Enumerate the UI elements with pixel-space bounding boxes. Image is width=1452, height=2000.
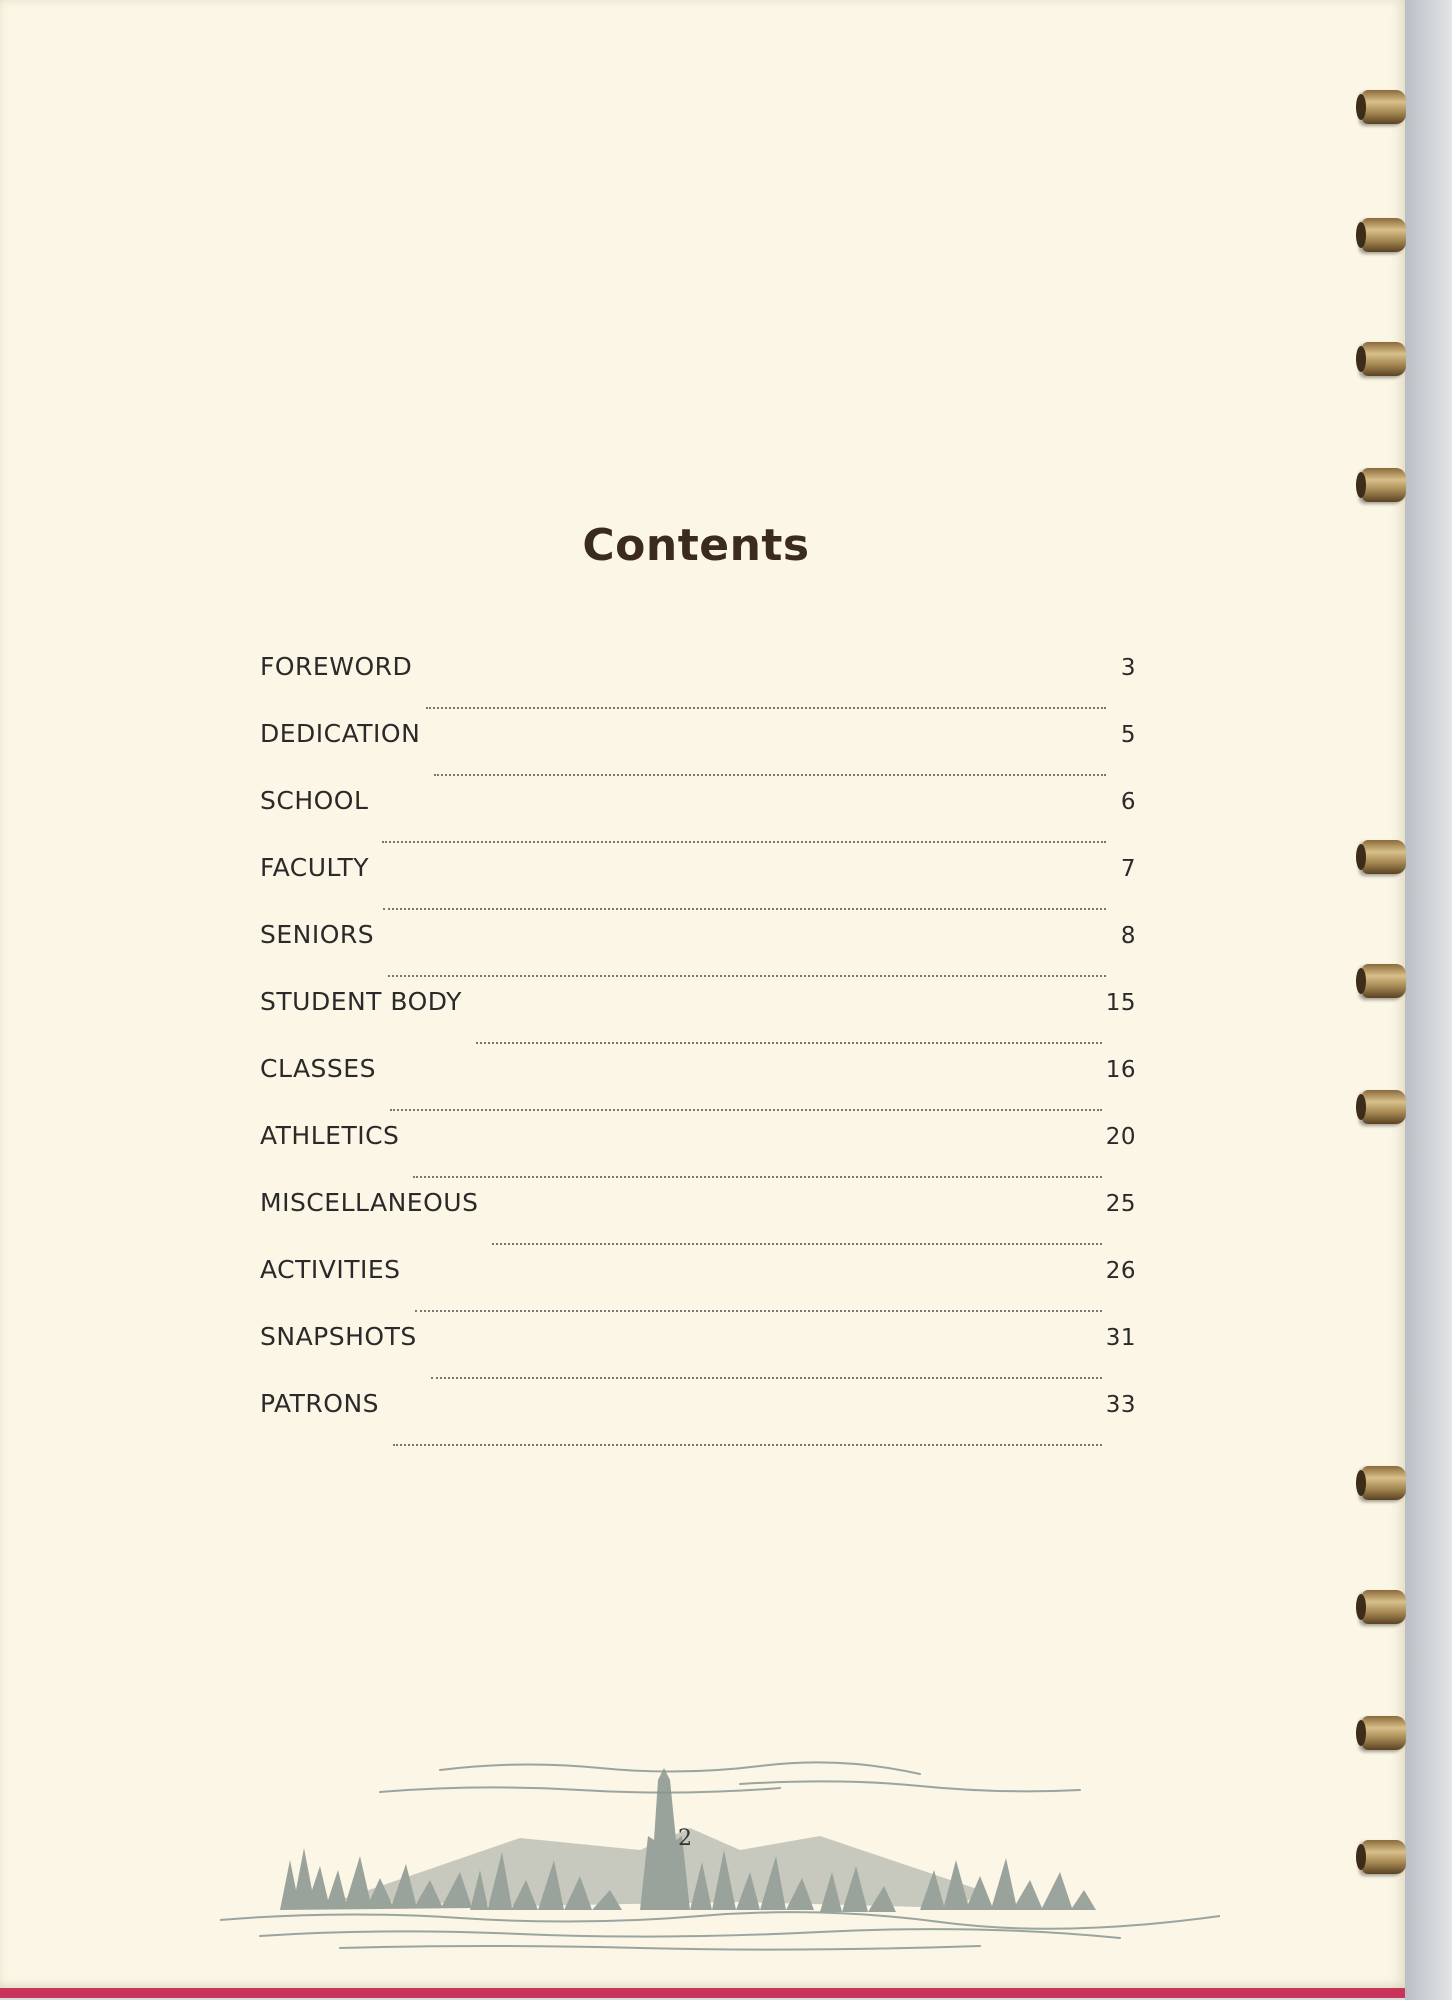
toc-entry-label: CLASSES	[260, 1054, 376, 1083]
dot-leader	[415, 1310, 1102, 1312]
toc-entry-page: 3	[1120, 655, 1136, 681]
spiral-binding-ring-icon	[1362, 1090, 1406, 1124]
toc-entry-label: FOREWORD	[260, 652, 413, 681]
toc-entry-page: 33	[1105, 1392, 1136, 1418]
toc-entry-label: MISCELLANEOUS	[260, 1188, 479, 1217]
toc-entry-page: 20	[1105, 1124, 1136, 1150]
dot-leader	[413, 1176, 1101, 1178]
toc-entry	[260, 1188, 1136, 1255]
spiral-binding-ring-icon	[1362, 342, 1406, 376]
toc-entry-page: 31	[1105, 1325, 1136, 1351]
table-of-contents	[260, 652, 1136, 1456]
toc-entry-page: 5	[1120, 722, 1136, 748]
dot-leader	[434, 774, 1106, 776]
dot-leader	[393, 1444, 1102, 1446]
spiral-binding-ring-icon	[1362, 468, 1406, 502]
toc-entry	[260, 786, 1136, 853]
toc-entry	[260, 1322, 1136, 1389]
toc-entry-label: ACTIVITIES	[260, 1255, 401, 1284]
toc-entry-page: 15	[1105, 990, 1136, 1016]
toc-entry	[260, 1389, 1136, 1456]
toc-entry-label: DEDICATION	[260, 719, 421, 748]
dot-leader	[383, 908, 1106, 910]
dot-leader	[476, 1042, 1102, 1044]
dot-leader	[382, 841, 1106, 843]
toc-entry	[260, 652, 1136, 719]
background-edge	[1405, 0, 1452, 2000]
toc-entry	[260, 987, 1136, 1054]
page-number: 2	[678, 1826, 692, 1851]
spiral-binding-ring-icon	[1362, 964, 1406, 998]
toc-entry-page: 25	[1105, 1191, 1136, 1217]
toc-entry-page: 16	[1105, 1057, 1136, 1083]
spiral-binding-ring-icon	[1362, 1466, 1406, 1500]
dot-leader	[390, 1109, 1102, 1111]
toc-entry-label: ATHLETICS	[260, 1121, 400, 1150]
dot-leader	[426, 707, 1106, 709]
toc-entry-page: 7	[1120, 856, 1136, 882]
toc-entry	[260, 1054, 1136, 1121]
dot-leader	[431, 1377, 1102, 1379]
dot-leader	[492, 1243, 1101, 1245]
spiral-binding-ring-icon	[1362, 840, 1406, 874]
toc-entry-label: SNAPSHOTS	[260, 1322, 417, 1351]
toc-entry	[260, 719, 1136, 786]
toc-entry	[260, 853, 1136, 920]
dot-leader	[388, 975, 1106, 977]
spiral-binding-ring-icon	[1362, 90, 1406, 124]
toc-entry-label: FACULTY	[260, 853, 370, 882]
page-title: Contents	[582, 520, 810, 571]
toc-entry	[260, 1121, 1136, 1188]
spiral-binding-ring-icon	[1362, 218, 1406, 252]
spiral-binding-ring-icon	[1362, 1590, 1406, 1624]
toc-entry-label: STUDENT BODY	[260, 987, 462, 1016]
toc-entry-label: SENIORS	[260, 920, 375, 949]
spiral-binding-ring-icon	[1362, 1716, 1406, 1750]
toc-entry	[260, 920, 1136, 987]
toc-entry-page: 26	[1105, 1258, 1136, 1284]
toc-entry-label: SCHOOL	[260, 786, 369, 815]
toc-entry-page: 6	[1120, 789, 1136, 815]
toc-entry	[260, 1255, 1136, 1322]
toc-entry-page: 8	[1120, 923, 1136, 949]
toc-entry-label: PATRONS	[260, 1389, 380, 1418]
spiral-binding-ring-icon	[1362, 1840, 1406, 1874]
